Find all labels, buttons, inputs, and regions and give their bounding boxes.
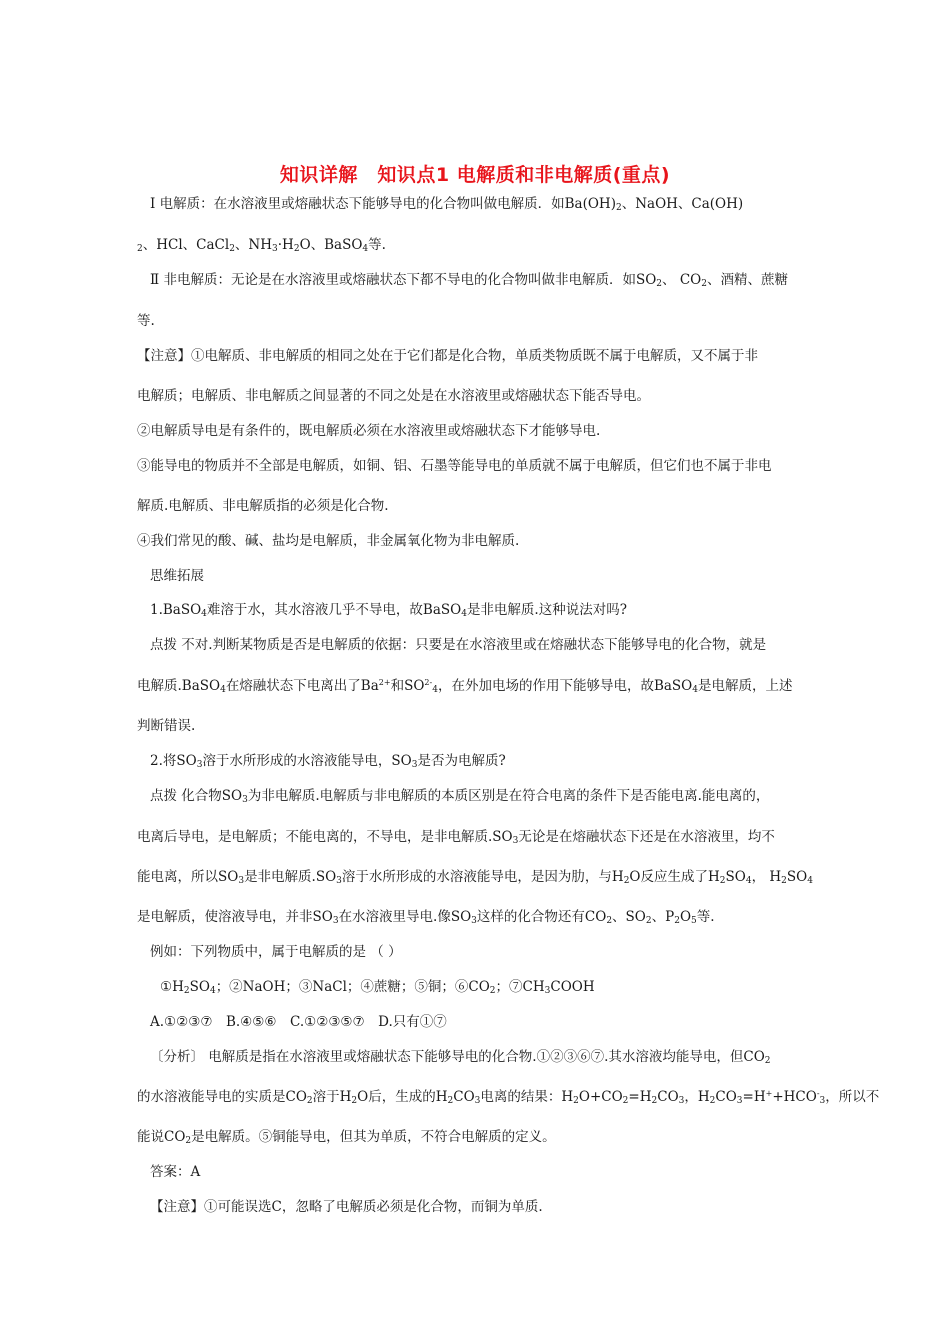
analysis-line-2: 的水溶液能导电的实质是$CO_2$溶于$H_2O$后，生成的$H_2CO_3$电离的结果：$H_2O+CO_2=H_2CO_3$，$H_2CO_3=H^++HCO^-_3$，所以不 <box>137 1089 880 1106</box>
example-options: A.①②③⑦ B.④⑤⑥ C.①②③⑤⑦ D.只有①⑦ <box>150 1014 447 1030</box>
electrolyte-examples: $_2$、HCl、CaCl$_2$、$NH_3\cdot H_2O$、BaSO$_4$等. <box>137 237 386 254</box>
analysis-line-1: 〔分析〕 电解质是指在水溶液里或熔融状态下能够导电的化合物.①②③⑥⑦.其水溶液均能导电，但$CO_2$ <box>150 1049 771 1066</box>
thinking-heading: 思维拓展 <box>150 568 204 584</box>
answer-2-line-2: 电离后导电，是电解质；不能电离的，不导电，是非电解质$.SO_3$无论是在熔融状态下还是在水溶液里，均不 <box>137 829 775 846</box>
note-item-4: ④我们常见的酸、碱、盐均是电解质，非金属氧化物为非电解质. <box>137 533 520 549</box>
answer-2-line-4: 是电解质，使溶液导电，并非$SO_3$在水溶液里导电.像$SO_3$这样的化合物还有$CO_2$、$SO_2$、$P_2O_5$等. <box>137 909 715 926</box>
answer-2-line-3: 能电离，所以$SO_3$是非电解质$.SO_3$溶于水所形成的水溶液能导电，是因为肋，与$H_2O$反应生成了$H_2SO_4$， $H_2SO_4$ <box>137 869 813 886</box>
nonelectrolyte-end: 等. <box>137 313 155 329</box>
answer-1: 点拨 不对.判断某物质是否是电解质的依据：只要是在水溶液里或在熔融状态下能够导电的化合物，就是 <box>150 637 767 653</box>
final-note: 【注意】①可能误选C，忽略了电解质必须是化合物，而铜为单质. <box>150 1199 543 1215</box>
section-title: 知识详解 知识点1 电解质和非电解质(重点) <box>279 164 671 186</box>
analysis-line-3: 能说$CO_2$是电解质。⑤铜能导电，但其为单质，不符合电解质的定义。 <box>137 1129 556 1146</box>
note-paragraph: 【注意】①电解质、非电解质的相同之处在于它们都是化合物，单质类物质既不属于电解质，又不属于非 <box>137 348 758 364</box>
answer-1-cont: 电解质.BaSO$_4$在熔融状态下电离出了$Ba^{2+}$和$SO^{2-}_4$，在外加电场的作用下能够导电，故BaSO$_4$是电解质，上述 <box>137 678 793 695</box>
note-item-3-cont: 解质.电解质、非电解质指的必须是化合物. <box>137 498 389 514</box>
answer-1-end: 判断错误. <box>137 718 196 734</box>
example-question: 例如：下列物质中，属于电解质的是 （ ） <box>150 944 402 960</box>
example-substances: $①H_2SO_4$；②NaOH；③NaCl；④蔗糖；⑤铜；$⑥CO_2$；$⑦CH_3COOH$ <box>160 979 595 996</box>
question-1: 1.BaSO$_4$难溶于水，其水溶液几乎不导电，故BaSO$_4$是非电解质.这种说法对吗? <box>150 602 627 619</box>
electrolyte-definition: Ⅰ 电解质：在水溶液里或熔融状态下能够导电的化合物叫做电解质．如$Ba(OH)_2$、NaOH、Ca(OH) <box>150 196 744 213</box>
note-paragraph-cont: 电解质；电解质、非电解质之间显著的不同之处是在水溶液里或熔融状态下能否导电。 <box>137 388 650 404</box>
answer-2: 点拨 化合物$SO_3$为非电解质.电解质与非电解质的本质区别是在符合电离的条件下是否能电离.能电离的， <box>150 788 770 805</box>
note-item-2: ②电解质导电是有条件的，既电解质必须在水溶液里或熔融状态下才能够导电. <box>137 423 601 439</box>
nonelectrolyte-definition: Ⅱ 非电解质：无论是在水溶液里或熔融状态下都不导电的化合物叫做非电解质．如$SO_2$、 $CO_2$、酒精、蔗糖 <box>150 272 788 289</box>
question-2: 2.将$SO_3$溶于水所形成的水溶液能导电，$SO_3$是否为电解质? <box>150 753 506 770</box>
note-item-3: ③能导电的物质并不全部是电解质，如铜、铝、石墨等能导电的单质就不属于电解质，但它们也不属于非电 <box>137 458 772 474</box>
answer-label: 答案：A <box>150 1164 201 1180</box>
